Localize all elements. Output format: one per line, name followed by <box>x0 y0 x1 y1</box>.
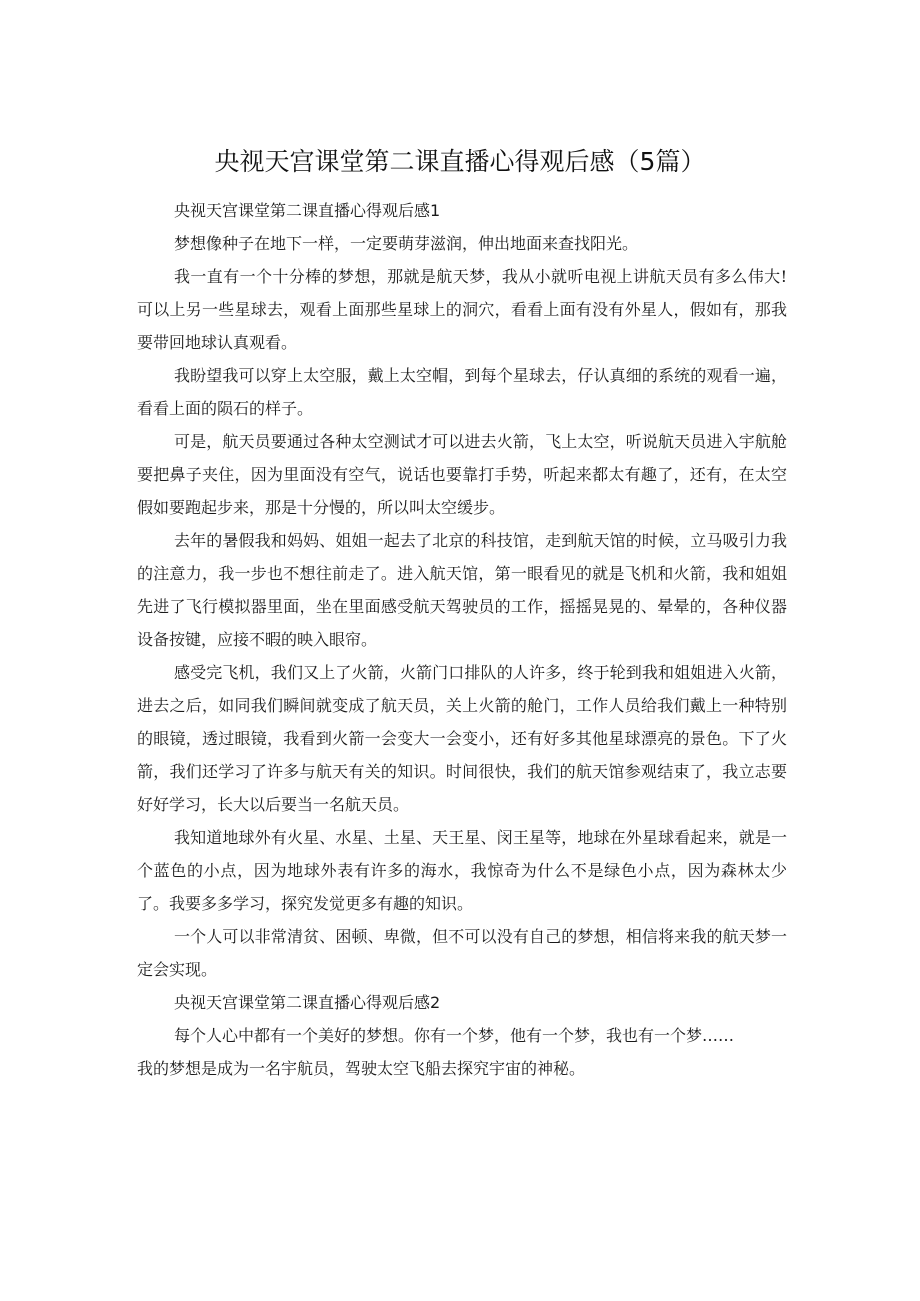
paragraph: 我一直有一个十分棒的梦想，那就是航天梦，我从小就听电视上讲航天员有多么伟大!可以上另一些星球去，观看上面那些星球上的洞穴，看看上面有没有外星人，假如有，那我要带回地球认真观看。 <box>137 267 787 352</box>
paragraph: 去年的暑假我和妈妈、姐姐一起去了北京的科技馆，走到航天馆的时候，立马吸引力我的注意力，我一步也不想往前走了。进入航天馆，第一眼看见的就是飞机和火箭，我和姐姐先进了飞行模拟器里面，坐在里面感受航天驾驶员的工作，摇摇晃晃的、晕晕的，各种仪器设备按键，应接不暇的映入眼帘。 <box>137 531 787 649</box>
paragraph: 我的梦想是成为一名宇航员，驾驶太空飞船去探究宇宙的神秘。 <box>137 1059 586 1078</box>
paragraph: 可是，航天员要通过各种太空测试才可以进去火箭，飞上太空，听说航天员进入宇航舱要把鼻子夹住，因为里面没有空气，说话也要靠打手势，听起来都太有趣了，还有，在太空假如要跑起步来，那是十分慢的，所以叫太空缓步。 <box>137 432 787 517</box>
paragraph: 感受完飞机，我们又上了火箭，火箭门口排队的人许多，终于轮到我和姐姐进入火箭，进去之后，如同我们瞬间就变成了航天员，关上火箭的舱门，工作人员给我们戴上一种特别的眼镜，透过眼镜，我看到火箭一会变大一会变小，还有好多其他星球漂亮的景色。下了火箭，我们还学习了许多与航天有关的知识。时间很快，我们的航天馆参观结束了，我立志要好好学习，长大以后要当一名航天员。 <box>137 663 787 814</box>
paragraph: 我盼望我可以穿上太空服，戴上太空帽，到每个星球去，仔认真细的系统的观看一遍，看看上面的陨石的样子。 <box>137 366 787 418</box>
document-title: 央视天宫课堂第二课直播心得观后感（5篇） <box>214 147 706 176</box>
paragraph: 一个人可以非常清贫、困顿、卑微，但不可以没有自己的梦想，相信将来我的航天梦一定会实现。 <box>137 927 787 979</box>
paragraph: 梦想像种子在地下一样，一定要萌芽滋润，伸出地面来查找阳光。 <box>174 234 639 253</box>
document-body <box>137 194 787 1085</box>
section-heading: 央视天宫课堂第二课直播心得观后感2 <box>174 993 441 1012</box>
paragraph: 每个人心中都有一个美好的梦想。你有一个梦，他有一个梦，我也有一个梦…… <box>174 1026 735 1045</box>
section-heading: 央视天宫课堂第二课直播心得观后感1 <box>174 201 441 220</box>
paragraph: 我知道地球外有火星、水星、土星、天王星、闵王星等，地球在外星球看起来，就是一个蓝色的小点，因为地球外表有许多的海水，我惊奇为什么不是绿色小点，因为森林太少了。我要多多学习，探究发觉更多有趣的知识。 <box>137 828 787 913</box>
